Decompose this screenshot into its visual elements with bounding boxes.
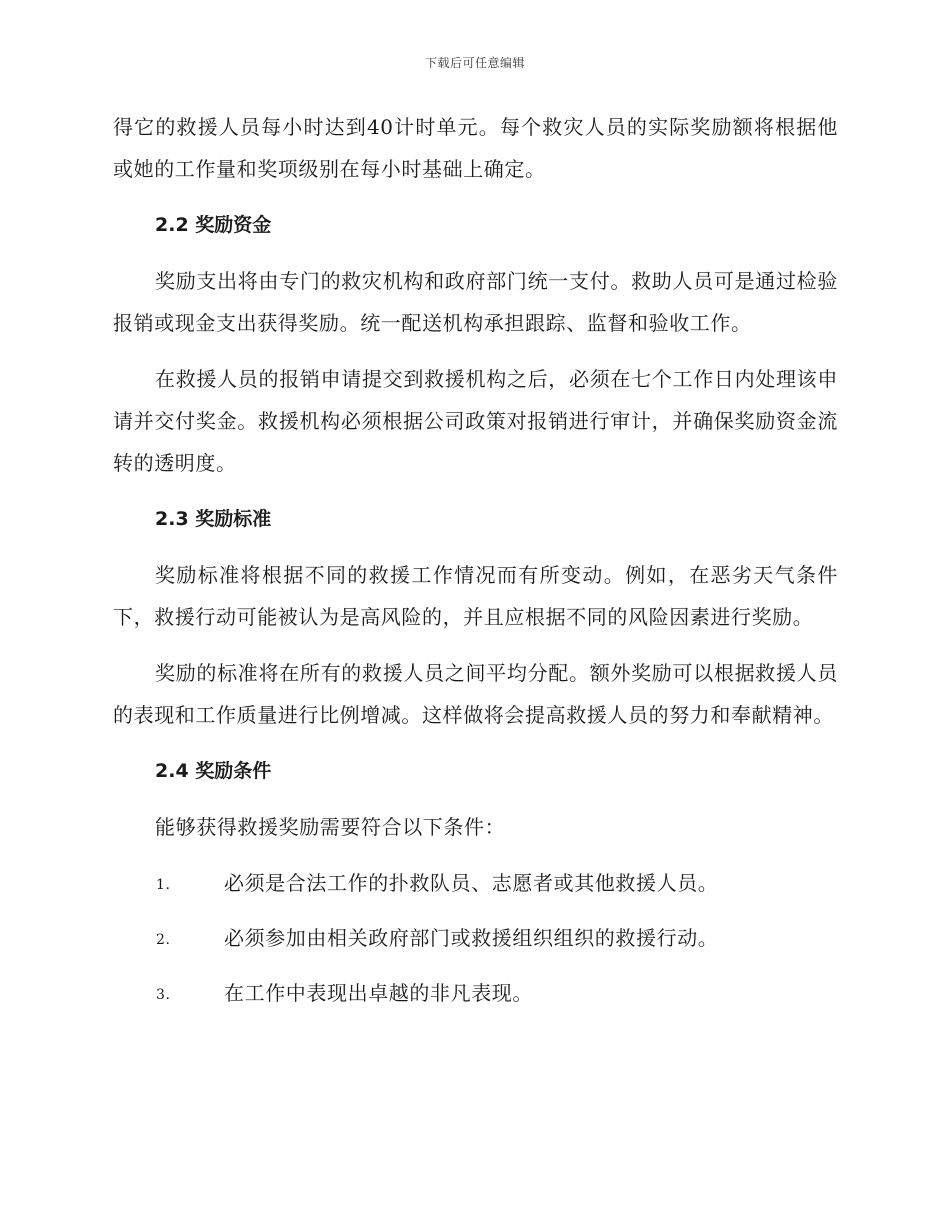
paragraph-funding-processing: 在救援人员的报销申请提交到救援机构之后，必须在七个工作日内处理该申请并交付奖金。救援机构必须根据公司政策对报销进行审计，并确保奖励资金流转的透明度。 [113, 367, 838, 475]
document-body [113, 106, 838, 1027]
page-header: 下载后可任意编辑 [424, 56, 525, 70]
section-heading-2-3: 2.3 奖励标准 [155, 508, 272, 530]
list-item-number: 1. [156, 877, 171, 893]
list-item-text: 必须是合法工作的扑救队员、志愿者或其他救援人员。 [224, 871, 719, 895]
paragraph-continuation: 得它的救援人员每小时达到40计时单元。每个救灾人员的实际奖励额将根据他或她的工作量和奖项级别在每小时基础上确定。 [113, 115, 838, 181]
list-item-number: 3. [156, 987, 171, 1003]
list-item-text: 在工作中表现出卓越的非凡表现。 [224, 981, 533, 1005]
section-heading-2-2: 2.2 奖励资金 [155, 214, 272, 236]
paragraph-funding-payment: 奖励支出将由专门的救灾机构和政府部门统一支付。救助人员可是通过检验报销或现金支出获得奖励。统一配送机构承担跟踪、监督和验收工作。 [113, 269, 838, 335]
list-item-number: 2. [156, 932, 171, 948]
paragraph-standard-variation: 奖励标准将根据不同的救援工作情况而有所变动。例如，在恶劣天气条件下，救援行动可能被认为是高风险的，并且应根据不同的风险因素进行奖励。 [113, 563, 838, 629]
list-item-text: 必须参加由相关政府部门或救援组织组织的救援行动。 [224, 926, 719, 950]
conditions-list [113, 862, 838, 1014]
list-item [113, 972, 838, 1014]
list-item [113, 917, 838, 959]
paragraph-conditions-intro: 能够获得救援奖励需要符合以下条件： [155, 815, 506, 839]
paragraph-standard-distribution: 奖励的标准将在所有的救援人员之间平均分配。额外奖励可以根据救援人员的表现和工作质量进行比例增减。这样做将会提高救援人员的努力和奉献精神。 [113, 661, 838, 727]
list-item [113, 862, 838, 904]
section-heading-2-4: 2.4 奖励条件 [155, 760, 272, 782]
